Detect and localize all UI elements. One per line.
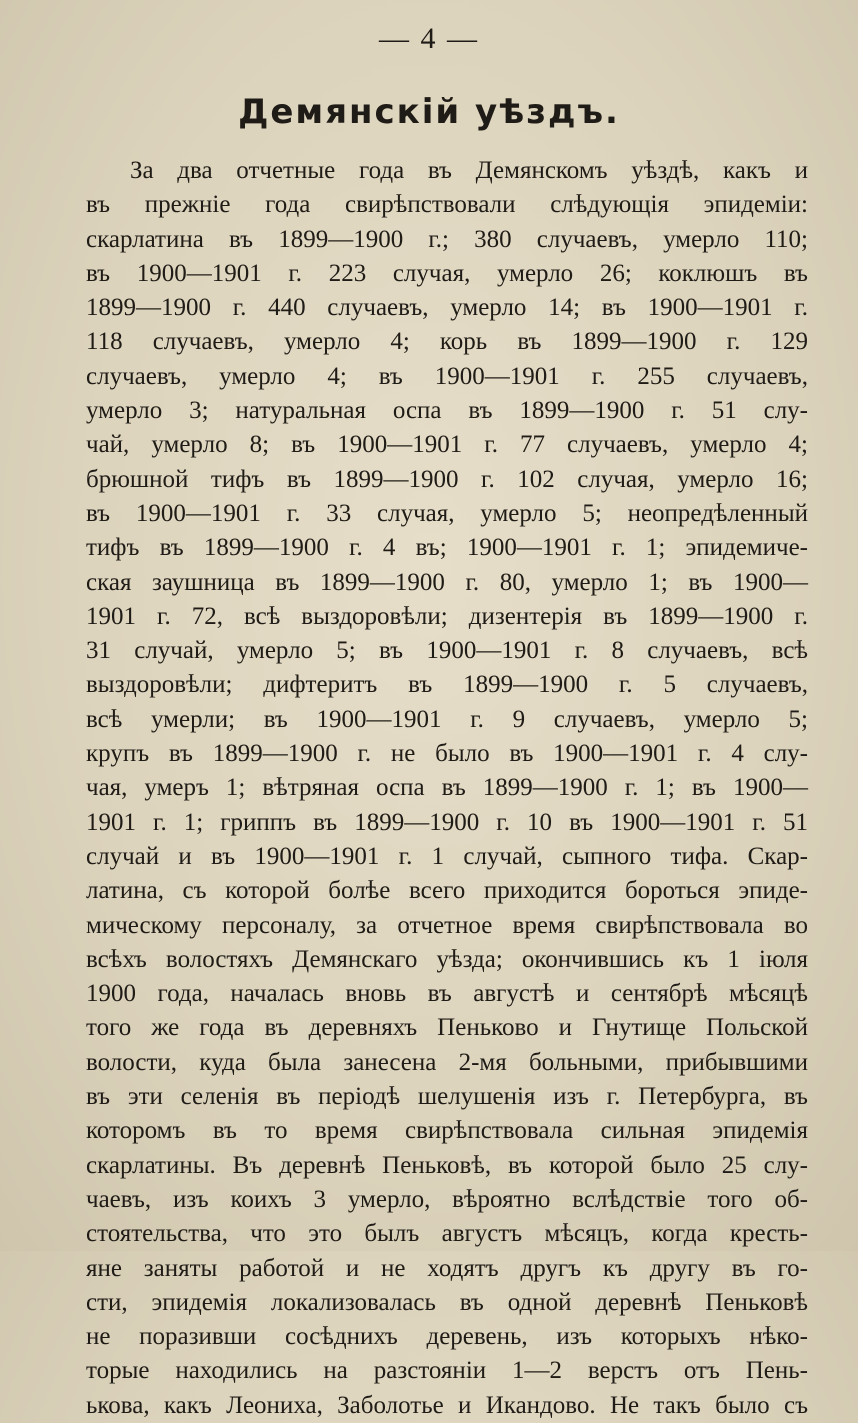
text-line: 31 случай, умерло 5; въ 1900—1901 г. 8 случаевъ, всѣ — [86, 637, 808, 665]
text-line: скарлатины. Въ деревнѣ Пеньковѣ, въ которой было 25 слу- — [86, 1151, 808, 1179]
text-line: мическому персоналу, за отчетное время свирѣпствовала во — [86, 911, 808, 939]
text-line: случаевъ, умерло 4; въ 1900—1901 г. 255 случаевъ, — [86, 362, 808, 390]
text-line: чай, умерло 8; въ 1900—1901 г. 77 случаевъ, умерло 4; — [86, 431, 808, 459]
text-line: чаевъ, изъ коихъ 3 умерло, вѣроятно вслѣдствіе того об- — [86, 1185, 808, 1213]
text-line: торые находились на разстояніи 1—2 верстъ отъ Пень- — [86, 1357, 808, 1385]
text-line: умерло 3; натуральная оспа въ 1899—1900 г. 51 слу- — [86, 397, 808, 425]
page-number: — 4 — — [379, 22, 479, 55]
text-line: 1900 года, началась вновь въ августѣ и сентябрѣ мѣсяцѣ — [86, 980, 808, 1008]
text-line: чая, умеръ 1; вѣтряная оспа въ 1899—1900 г. 1; въ 1900— — [86, 774, 808, 802]
text-line: 118 случаевъ, умерло 4; корь въ 1899—1900 г. 129 — [86, 328, 808, 356]
text-line: ькова, какъ Леониха, Заболотье и Икандово. Не такъ было съ — [86, 1391, 808, 1419]
text-line: скарлатина въ 1899—1900 г.; 380 случаевъ, умерло 110; — [86, 225, 808, 253]
text-line: тифъ въ 1899—1900 г. 4 въ; 1900—1901 г. 1; эпидемиче- — [86, 534, 808, 562]
text-line: случай и въ 1900—1901 г. 1 случай, сыпного тифа. Скар- — [86, 842, 808, 870]
body-text — [86, 154, 808, 1423]
section-title: Демянскій уѣздъ. — [238, 92, 620, 132]
text-line: волости, куда была занесена 2-мя больными, прибывшими — [86, 1048, 808, 1076]
text-line: латина, съ которой болѣе всего приходится бороться эпиде- — [86, 877, 808, 905]
text-line: въ 1900—1901 г. 33 случая, умерло 5; неопредѣленный — [86, 499, 808, 527]
text-line: сти, эпидемія локализовалась въ одной деревнѣ Пеньковѣ — [86, 1288, 808, 1316]
text-line: выздоровѣли; дифтеритъ въ 1899—1900 г. 5 случаевъ, — [86, 671, 808, 699]
text-line: всѣ умерли; въ 1900—1901 г. 9 случаевъ, умерло 5; — [86, 705, 808, 733]
text-line: ская заушница въ 1899—1900 г. 80, умерло 1; въ 1900— — [86, 568, 808, 596]
text-line: въ прежніе года свирѣпствовали слѣдующія эпидеміи: — [86, 191, 808, 219]
text-line: того же года въ деревняхъ Пеньково и Гнутище Польской — [86, 1014, 808, 1042]
text-line: въ эти селенія въ періодѣ шелушенія изъ г. Петербурга, въ — [86, 1083, 808, 1111]
text-line: крупъ въ 1899—1900 г. не было въ 1900—1901 г. 4 слу- — [86, 740, 808, 768]
text-line: За два отчетные года въ Демянскомъ уѣздѣ, какъ и — [130, 157, 808, 184]
text-line: яне заняты работой и не ходятъ другъ къ другу въ го- — [86, 1254, 808, 1282]
text-line: 1899—1900 г. 440 случаевъ, умерло 14; въ 1900—1901 г. — [86, 294, 808, 322]
text-line: брюшной тифъ въ 1899—1900 г. 102 случая, умерло 16; — [86, 465, 808, 493]
text-line: 1901 г. 1; гриппъ въ 1899—1900 г. 10 въ 1900—1901 г. 51 — [86, 808, 808, 836]
text-line: въ 1900—1901 г. 223 случая, умерло 26; коклюшъ въ — [86, 259, 808, 287]
text-line: всѣхъ волостяхъ Демянскаго уѣзда; окончившись къ 1 іюля — [86, 945, 808, 973]
text-line: которомъ въ то время свирѣпствовала сильная эпидемія — [86, 1117, 808, 1145]
text-line: стоятельства, что это былъ августъ мѣсяцъ, когда кресть- — [86, 1220, 808, 1248]
text-line: не поразивши сосѣднихъ деревень, изъ которыхъ нѣко- — [86, 1323, 808, 1351]
text-line: 1901 г. 72, всѣ выздоровѣли; дизентерія въ 1899—1900 г. — [86, 602, 808, 630]
